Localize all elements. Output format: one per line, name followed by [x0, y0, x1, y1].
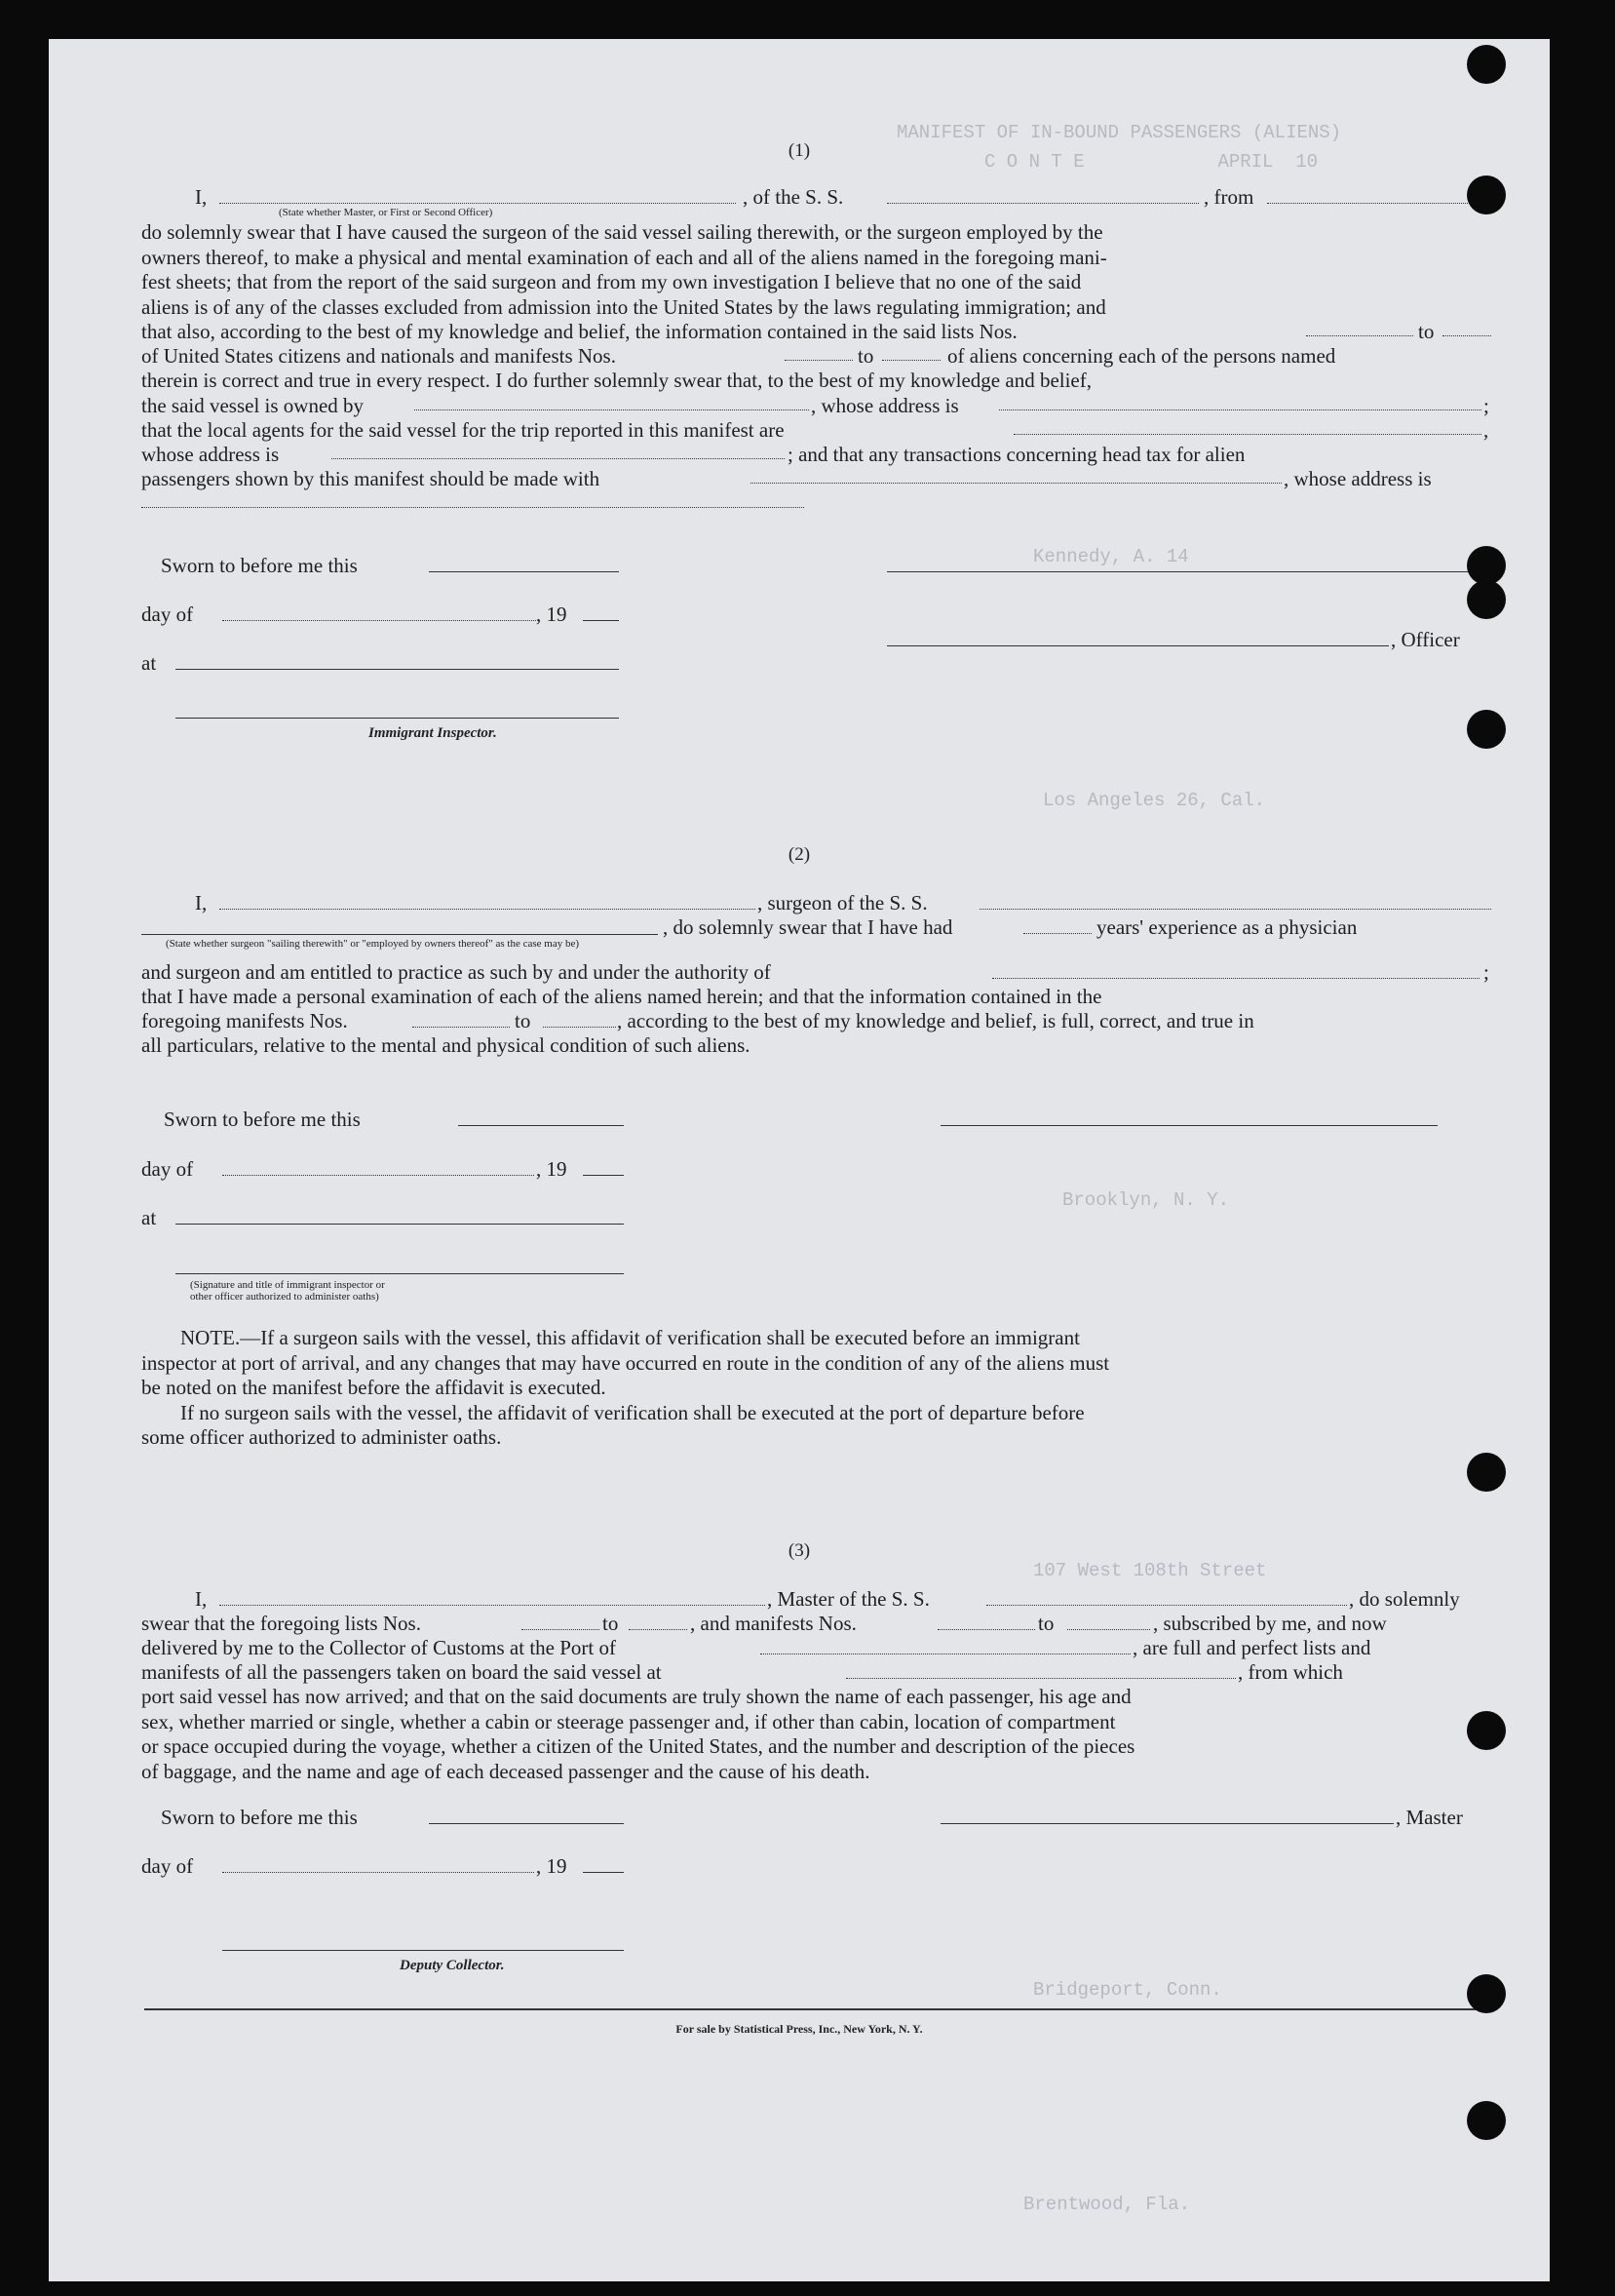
sec3-master-name-field[interactable]: [219, 1605, 765, 1606]
officer-signature-field[interactable]: [887, 645, 1389, 646]
footer-rule: [144, 2008, 1494, 2010]
section-1-body: do solemnly swear that I have caused the surgeon of the said vessel sailing therewith, or the surgeon employed by the owners thereof, to make a physical and mental examination of each and all of the aliens named in the foregoing mani- fest sheets; that from the report of the said surgeon and from my own investigation I believe that no one of the said aliens is of any of the classes excluded from admission into the United States by the laws regulating immigration; and: [141, 220, 1107, 319]
surgeon-status-note: (State whether surgeon "sailing therewith" or "employed by owners thereof" as the case may be): [166, 938, 580, 950]
officer-note: (State whether Master, or First or Second Officer): [279, 207, 493, 218]
sec1-of-ss: , of the S. S.: [743, 185, 844, 209]
manifests-nos-from-field[interactable]: [785, 360, 853, 361]
section-1-number: (1): [788, 140, 811, 161]
sec2-signature-top[interactable]: [941, 1125, 1438, 1126]
deputy-collector-signature-field[interactable]: [222, 1950, 624, 1951]
punch-hole: [1467, 2101, 1506, 2140]
note-block: NOTE.—If a surgeon sails with the vessel, this affidavit of verification shall be executed before an immigrant inspector at port of arrival, and any changes that may have occurred en route in the condition of any of the aliens must be noted on the manifest before the affidavit is executed. If no surgeon sails with the vessel, the affidavit of verification shall be executed at the port of departure before some officer authorized to administer oaths.: [141, 1326, 1110, 1449]
agents-address-field[interactable]: [331, 458, 785, 459]
sec2-signature-field[interactable]: [175, 1273, 624, 1274]
surgeon-status-field[interactable]: [141, 934, 658, 935]
sec1-inspector-signature-field[interactable]: [175, 718, 619, 719]
section-2-number: (2): [788, 844, 811, 865]
sec1-sworn-field[interactable]: [429, 571, 619, 572]
sec2-manifests-to-field[interactable]: [543, 1027, 616, 1028]
bleed-through-text: Brooklyn, N. Y.: [1062, 1189, 1230, 1211]
sec3-vessel-field[interactable]: [986, 1605, 1347, 1606]
sec2-signature-note: (Signature and title of immigrant inspector or other officer authorized to administer oaths): [190, 1279, 385, 1303]
port-from-field[interactable]: [1267, 203, 1481, 204]
punch-hole: [1467, 175, 1506, 214]
officer-label: , Officer: [1391, 628, 1460, 651]
immigrant-inspector-label: Immigrant Inspector.: [368, 725, 497, 741]
bleed-through-text: Brentwood, Fla.: [1023, 2194, 1191, 2215]
sec3-manifests-from-field[interactable]: [938, 1629, 1035, 1630]
punch-hole: [1467, 1974, 1506, 2013]
master-signature-field[interactable]: [941, 1823, 1394, 1824]
document-sheet: MANIFEST OF IN-BOUND PASSENGERS (ALIENS) C O N T E APRIL 10 Kennedy, A. 14 Los Angeles 26, Cal. Brooklyn, N. Y. 107 West 108th Street Bridgeport, Conn. Brentwood, Fla. (1) I, , of the S. S. , from (State whether Master, or First or Second Officer) do solemnly swear that I have caused the surgeon of the said vessel sailing therewith, or the surgeon employed by the owners thereof, to make a physical and mental examination of each and all of the aliens named in the foregoing mani- fest sheets; that from the report of the said surgeon and from my own investigation I believe that no one of the said aliens is of any of the classes excluded from admission into the United States by the laws regulating immigration; and that also, according to the best of my knowledge and belief, the information contained in the said lists Nos. to of United States citizens and nationals and manifests Nos. to of aliens concerning each of the persons named therein is correct and true in every respect. I do further solemnly swear that, to the best of my knowledge and belief, the said vessel is owned by , whose address is ; that the local agents for the said vessel for the trip reported in this manifest are , whose address is ; and that any transactions concerning head tax for alien passengers shown by this manifest should be made with , whose address is Sworn to before me this day of , 19 at Immigrant Inspector. , Officer (2) I, , surgeon of the S. S. , do solemnly swear that I have had years' experience as a physician (State whether surgeon "sailing therewith" or "employed by owners thereof" as the case may be) and surgeon and am entitled to practice as such by and under the authority of ; that I have made a personal examination of each of the aliens named herein; and that the information contained in the foregoing manifests Nos. to , according to the best of my knowledge and belief, is full, correct, and true in all particulars, relative to the mental and physical condition of such aliens. Sworn to before me this day of , 19 at (Signature and title of immigrant inspector or other officer authorized to administer oaths) NOTE.—If a surgeon sails with the vessel, this affidavit of verification shall be executed before an immigrant inspector at port of arrival, and any changes that may have occurred en route in the condition of any of the aliens must be noted on the manifest before the affidavit is executed. If no surgeon sails with the vessel, the affidavit of verification shall be executed at the port of departure before some officer authorized to administer oaths. (3) I, , Master of the S. S. , do solemnly swear that the foregoing lists Nos. to , and manifests Nos. to , subscribed by me, and now delivered by me to the Collector of Customs at the Port of , are full and perfect lists and manifests of all the passengers taken on board the said vessel at , from which port said vessel has now arrived; and that on the said documents are truly shown the name of each passenger, his age and sex, whether married or single, whether a cabin or steerage passenger and, if other than cabin, location of compartment or space occupied during the voyage, whether a citizen of the United States, and the number and description of the pieces of baggage, and the name and age of each deceased passenger and the cause of his death. Sworn to before me this , Master day of , 19 Deputy Collector. For sale by Statistical Press, Inc., New York, N. Y.: [49, 39, 1550, 2281]
bleed-through-text: 107 West 108th Street: [1033, 1560, 1267, 1581]
local-agents-field[interactable]: [1014, 434, 1481, 435]
sec1-i: I,: [195, 185, 208, 209]
sec1-year-field[interactable]: [583, 620, 619, 621]
sec3-manifests-to-field[interactable]: [1067, 1629, 1150, 1630]
bleed-through-text: Los Angeles 26, Cal.: [1043, 790, 1266, 811]
sec1-day-of: day of: [141, 603, 194, 626]
sec3-lists-from-field[interactable]: [521, 1629, 599, 1630]
deputy-collector-label: Deputy Collector.: [400, 1958, 505, 1973]
lists-nos-from-field[interactable]: [1306, 335, 1413, 336]
sec2-day-field[interactable]: [222, 1175, 534, 1176]
surgeon-name-field[interactable]: [219, 909, 755, 910]
punch-hole: [1467, 1453, 1506, 1492]
punch-hole: [1467, 546, 1506, 585]
sec2-sworn-field[interactable]: [458, 1125, 624, 1126]
bleed-through-text: Bridgeport, Conn.: [1033, 1979, 1222, 2001]
section-3-body: port said vessel has now arrived; and that on the said documents are truly shown the name of each passenger, his age and sex, whether married or single, whether a cabin or steerage passenger and, if other than cabin, location of compartment or space occupied during the voyage, whether a citizen of the United States, and the number and description of the pieces of baggage, and the name and age of each deceased passenger and the cause of his death.: [141, 1685, 1135, 1783]
sec3-year-field[interactable]: [583, 1872, 624, 1873]
master-name-field[interactable]: [219, 203, 736, 204]
officer-signature-top[interactable]: [887, 571, 1491, 572]
vessel-name-field[interactable]: [887, 203, 1199, 204]
section-3-number: (3): [788, 1540, 811, 1561]
bleed-through-text: C O N T E APRIL 10: [984, 151, 1319, 173]
lists-nos-to-field[interactable]: [1442, 335, 1491, 336]
practice-authority-field[interactable]: [992, 978, 1480, 979]
sec3-day-field[interactable]: [222, 1872, 534, 1873]
bleed-through-text: MANIFEST OF IN-BOUND PASSENGERS (ALIENS): [897, 122, 1342, 143]
boarding-port-field[interactable]: [846, 1678, 1236, 1679]
sec2-manifests-from-field[interactable]: [412, 1027, 510, 1028]
punch-hole: [1467, 710, 1506, 749]
sec1-from: , from: [1204, 185, 1254, 209]
bleed-through-text: Kennedy, A. 14: [1033, 546, 1189, 567]
punch-hole: [1467, 580, 1506, 619]
years-experience-field[interactable]: [1023, 933, 1092, 934]
master-label: , Master: [1396, 1806, 1463, 1829]
sec2-year-field[interactable]: [583, 1175, 624, 1176]
owner-address-field[interactable]: [999, 409, 1481, 410]
sec1-at-field[interactable]: [175, 669, 619, 670]
manifests-nos-line: of United States citizens and nationals and manifests Nos.: [141, 344, 616, 368]
sec3-sworn-field[interactable]: [429, 1823, 624, 1824]
sec2-at-field[interactable]: [175, 1224, 624, 1225]
punch-hole: [1467, 1711, 1506, 1750]
sec1-day-field[interactable]: [222, 620, 536, 621]
sec2-vessel-field[interactable]: [980, 909, 1491, 910]
punch-hole: [1467, 45, 1506, 84]
manifests-nos-to-field[interactable]: [882, 360, 941, 361]
lists-nos-line: that also, according to the best of my knowledge and belief, the information contained in the said lists Nos.: [141, 320, 1018, 343]
sec1-sworn: Sworn to before me this: [161, 554, 358, 577]
sec1-at: at: [141, 651, 157, 675]
printer-footer: For sale by Statistical Press, Inc., New York, N. Y.: [675, 2022, 923, 2036]
head-tax-contact-field[interactable]: [750, 483, 1282, 484]
vessel-owner-field[interactable]: [414, 409, 809, 410]
sec3-lists-to-field[interactable]: [629, 1629, 687, 1630]
head-tax-address-field[interactable]: [141, 507, 804, 508]
